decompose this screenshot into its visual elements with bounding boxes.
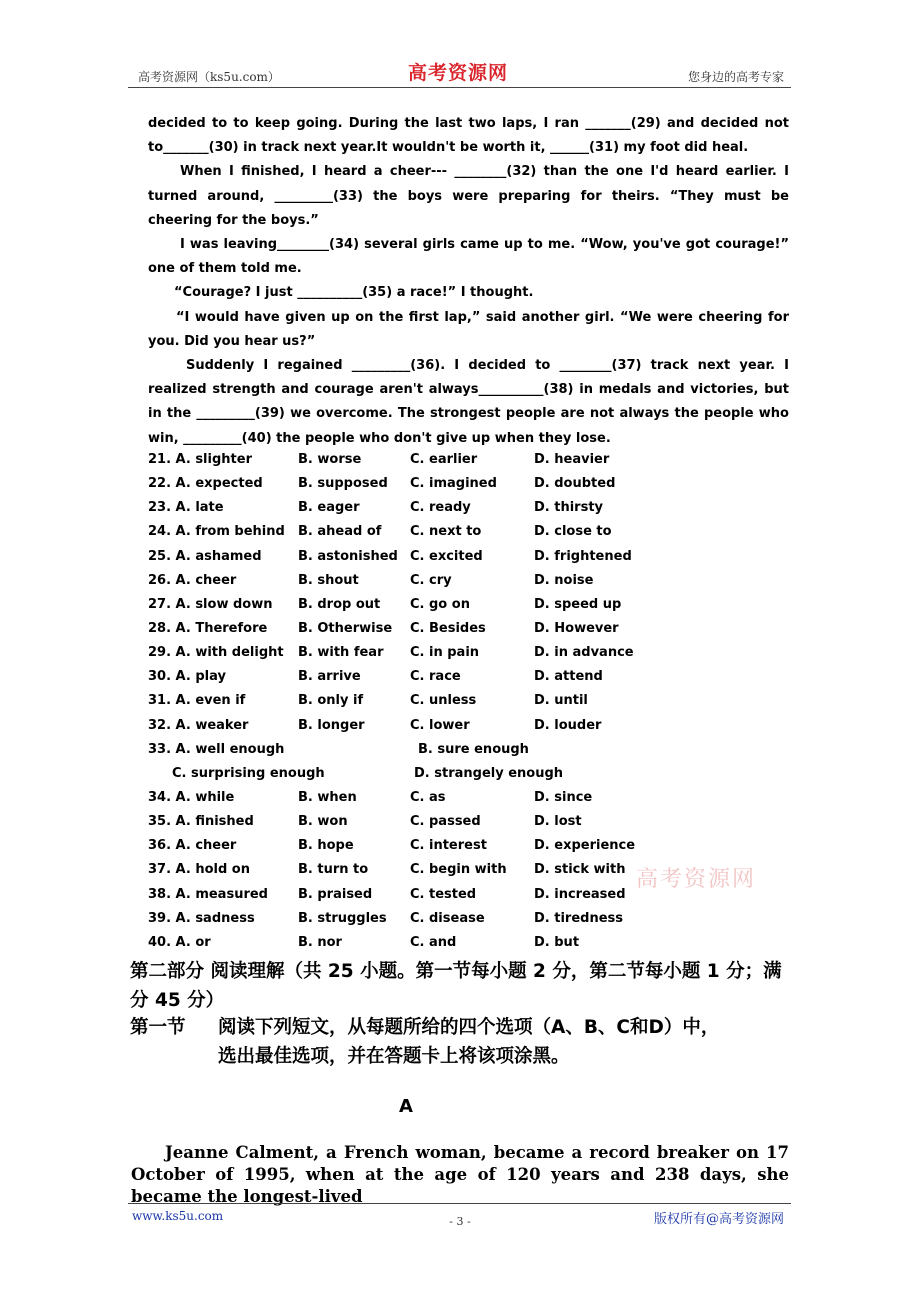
option-row <box>148 669 788 693</box>
option-a: 35. A. finished <box>148 814 254 830</box>
header-logo: 高考资源网 <box>408 62 509 84</box>
option-row <box>148 790 788 814</box>
option-d: D. experience <box>534 838 636 854</box>
option-a: 30. A. play <box>148 669 226 685</box>
option-row <box>148 718 788 742</box>
option-row <box>148 645 788 669</box>
option-a: 32. A. weaker <box>148 717 249 733</box>
option-a: 21. A. slighter <box>148 452 252 467</box>
option-row <box>148 524 788 548</box>
option-row <box>148 452 788 476</box>
passage-paragraph: Suddenly I regained _________(36). I decided to ________(37) track next year. I realized strength and courage aren't always__________(38) in medals and victories, but in the _________(39) we overcome. The strongest people are not always the people who win, _________(40) the people who don't give up when they lose. <box>148 358 789 446</box>
option-c: C. race <box>410 669 461 685</box>
footer-copyright: 版权所有@高考资源网 <box>653 1212 784 1227</box>
option-a: 34. A. while <box>148 789 235 805</box>
subsection-label: 第一节 <box>130 1017 186 1038</box>
option-c: C. surprising enough <box>172 765 325 781</box>
option-b: B. nor <box>298 934 342 950</box>
option-c: C. disease <box>410 910 485 926</box>
option-row <box>148 693 788 717</box>
passage-label: A <box>399 1096 413 1117</box>
option-b: B. when <box>298 789 357 805</box>
option-b: B. Otherwise <box>298 620 393 636</box>
option-c: C. interest <box>410 838 487 854</box>
header-divider <box>128 87 791 88</box>
option-c: C. earlier <box>410 452 478 467</box>
option-d: D. but <box>534 934 580 950</box>
option-b: B. longer <box>298 717 365 733</box>
option-b: B. praised <box>298 886 373 902</box>
option-d: D. However <box>534 620 619 636</box>
passage-paragraph: I was leaving________(34) several girls came up to me. “Wow, you've got courage!” one of them told me. <box>148 237 789 277</box>
option-b: B. sure enough <box>418 741 529 757</box>
option-c: C. tested <box>410 886 477 902</box>
passage-paragraph: When I finished, I heard a cheer--- ________(32) than the one I'd heard earlier. I turned around, _________(33) the boys were preparing for theirs. “They must be cheering for the boys.” <box>148 164 789 228</box>
option-a: 22. A. expected <box>148 476 263 492</box>
option-b: B. eager <box>298 500 360 516</box>
option-b: B. supposed <box>298 476 388 492</box>
option-d: D. stick with <box>534 862 626 878</box>
option-b: B. only if <box>298 693 364 709</box>
option-row <box>148 549 788 573</box>
option-d: D. frightened <box>534 548 632 564</box>
option-row <box>148 838 788 862</box>
page-header <box>0 58 920 88</box>
option-a: 28. A. Therefore <box>148 620 268 636</box>
option-row <box>148 476 788 500</box>
option-b: B. shout <box>298 572 359 588</box>
header-slogan: 您身边的高考专家 <box>687 70 784 84</box>
option-d: D. heavier <box>534 452 610 467</box>
option-b: B. turn to <box>298 862 369 878</box>
option-c: C. cry <box>410 572 452 588</box>
option-a: 33. A. well enough <box>148 741 285 757</box>
option-d: D. speed up <box>534 596 622 612</box>
option-c: C. passed <box>410 814 481 830</box>
option-b: B. with fear <box>298 645 384 661</box>
option-c: C. next to <box>410 524 482 540</box>
section-heading: 第二部分 阅读理解（共 25 小题。第一节每小题 2 分，第二节每小题 1 分；满分 45 分） <box>130 961 782 1011</box>
footer-url[interactable]: www.ks5u.com <box>132 1209 224 1223</box>
option-c: C. and <box>410 934 457 950</box>
option-row <box>148 597 788 621</box>
option-c: C. begin with <box>410 862 507 878</box>
option-c: C. lower <box>410 717 470 733</box>
instruction-line: 阅读下列短文，从每题所给的四个选项（A、B、C和D）中， <box>218 1017 720 1038</box>
option-b: B. drop out <box>298 596 381 612</box>
option-c: C. Besides <box>410 620 486 636</box>
option-d: D. until <box>534 693 588 709</box>
option-d: D. since <box>534 789 593 805</box>
footer-divider <box>128 1203 791 1204</box>
option-a: 39. A. sadness <box>148 910 255 926</box>
option-a: 24. A. from behind <box>148 524 285 540</box>
option-a: 25. A. ashamed <box>148 548 262 564</box>
option-a: 23. A. late <box>148 500 224 516</box>
option-a: 38. A. measured <box>148 886 268 902</box>
option-c: C. imagined <box>410 476 497 492</box>
option-d: D. attend <box>534 669 603 685</box>
option-c: C. as <box>410 789 446 805</box>
header-site-name: 高考资源网（ks5u.com） <box>138 70 280 84</box>
option-c: C. in pain <box>410 645 480 661</box>
option-b: B. struggles <box>298 910 387 926</box>
watermark: 高考资源网 <box>636 867 757 892</box>
option-row <box>148 573 788 597</box>
option-d: D. noise <box>534 572 594 588</box>
option-b: B. arrive <box>298 669 361 685</box>
reading-passage-a: Jeanne Calment, a French woman, became a record breaker on 17 October of 1995, when at the age of 120 years and 238 days, she became the longest-lived <box>131 1143 789 1206</box>
option-row <box>148 935 788 959</box>
option-b: B. astonished <box>298 548 398 564</box>
option-d: D. tiredness <box>534 910 624 926</box>
option-b: B. won <box>298 814 348 830</box>
option-c: C. unless <box>410 693 477 709</box>
option-d: D. in advance <box>534 645 634 661</box>
option-c: C. excited <box>410 548 483 564</box>
option-a: 29. A. with delight <box>148 645 284 661</box>
option-d: D. doubted <box>534 476 616 492</box>
option-d: D. louder <box>534 717 602 733</box>
option-row <box>148 814 788 838</box>
option-d: D. thirsty <box>534 500 604 516</box>
option-d: D. strangely enough <box>414 765 564 781</box>
option-d: D. lost <box>534 814 582 830</box>
option-a: 40. A. or <box>148 934 211 950</box>
option-row <box>148 766 788 790</box>
option-d: D. increased <box>534 886 626 902</box>
instruction-line: 选出最佳选项，并在答题卡上将该项涂黑。 <box>218 1046 570 1067</box>
passage-paragraph: “Courage? I just __________(35) a race!” I thought. <box>174 285 534 301</box>
option-a: 31. A. even if <box>148 693 246 709</box>
cloze-passage <box>148 112 789 451</box>
option-row <box>148 911 788 935</box>
option-d: D. close to <box>534 524 612 540</box>
option-b: B. hope <box>298 838 354 854</box>
option-b: B. ahead of <box>298 524 382 540</box>
option-c: C. ready <box>410 500 471 516</box>
option-a: 26. A. cheer <box>148 572 237 588</box>
option-c: C. go on <box>410 596 470 612</box>
option-a: 27. A. slow down <box>148 596 273 612</box>
passage-paragraph: “I would have given up on the first lap,” said another girl. “We were cheering for you. Did you hear us?” <box>148 309 789 349</box>
option-a: 37. A. hold on <box>148 862 250 878</box>
option-b: B. worse <box>298 452 362 467</box>
option-row <box>148 621 788 645</box>
option-a: 36. A. cheer <box>148 838 237 854</box>
subsection-instructions <box>130 1013 795 1071</box>
passage-paragraph: decided to to keep going. During the last two laps, I ran _______(29) and decided not to_______(30) in track next year.It wouldn't be worth it, ______(31) my foot did heal. <box>148 116 789 156</box>
page-number: - 3 - <box>449 1215 471 1228</box>
option-row <box>148 500 788 524</box>
option-row <box>148 742 788 766</box>
